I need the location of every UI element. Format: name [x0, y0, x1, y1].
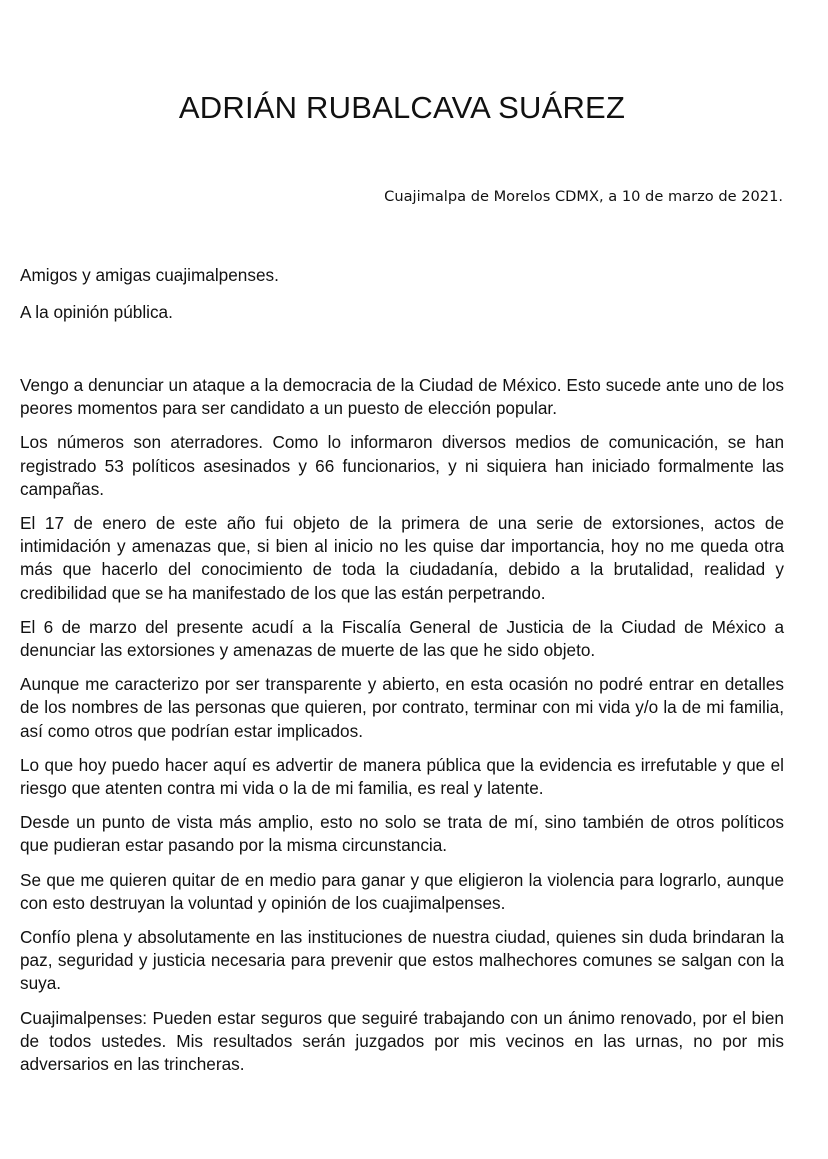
salutation-line: A la opinión pública.: [20, 302, 173, 322]
body-paragraph: Se que me quieren quitar de en medio para ganar y que eligieron la violencia para lograrlo, aunque con esto destruyan la voluntad y opinión de los cuajimalpenses.: [20, 869, 784, 913]
body-paragraph: El 6 de marzo del presente acudí a la Fiscalía General de Justicia de la Ciudad de México a denunciar las extorsiones y amenazas de muerte de las que he sido objeto.: [20, 616, 784, 661]
body-paragraph: Confío plena y absolutamente en las instituciones de nuestra ciudad, quienes sin duda brindaran la paz, seguridad y justicia necesaria para prevenir que estos malhechores comunes se salgan con la suya.: [20, 927, 784, 994]
body-paragraph: Aunque me caracterizo por ser transparente y abierto, en esta ocasión no podré entrar en detalles de los nombres de las personas que quieren, por contrato, terminar con mi vida y/o la de mi familia, así como otros que podrían estar implicados.: [20, 674, 784, 741]
body-paragraph: Vengo a denunciar un ataque a la democracia de la Ciudad de México. Esto sucede ante uno de los peores momentos para ser candidato a un puesto de elección popular.: [20, 375, 784, 419]
body-paragraph: Los números son aterradores. Como lo informaron diversos medios de comunicación, se han registrado 53 políticos asesinados y 66 funcionarios, y ni siquiera han iniciado formalmente las campañas.: [20, 432, 784, 499]
salutation-line: Amigos y amigas cuajimalpenses.: [20, 265, 279, 285]
dateline: Cuajimalpa de Morelos CDMX, a 10 de marzo de 2021.: [384, 188, 783, 205]
body-paragraph: Desde un punto de vista más amplio, esto no solo se trata de mí, sino también de otros políticos que pudieran estar pasando por la misma circunstancia.: [20, 812, 784, 856]
body-paragraph: El 17 de enero de este año fui objeto de la primera de una serie de extorsiones, actos de intimidación y amenazas que, si bien al inicio no les quise dar importancia, hoy no me queda otra más que hacerlo del conocimiento de toda la ciudadanía, debido a la brutalidad, realidad y credibilidad que se ha manifestado de los que las están perpetrando.: [20, 513, 784, 603]
letter-body: [20, 374, 784, 1076]
body-paragraph: Cuajimalpenses: Pueden estar seguros que seguiré trabajando con un ánimo renovado, por el bien de todos ustedes. Mis resultados serán juzgados por mis vecinos en las urnas, no por mis adversarios en las trincheras.: [20, 1007, 784, 1075]
document-title: ADRIÁN RUBALCAVA SUÁREZ: [178, 90, 626, 125]
body-paragraph: Lo que hoy puedo hacer aquí es advertir de manera pública que la evidencia es irrefutable y que el riesgo que atenten contra mi vida o la de mi familia, es real y latente.: [20, 754, 784, 799]
salutation-block: [20, 264, 790, 338]
